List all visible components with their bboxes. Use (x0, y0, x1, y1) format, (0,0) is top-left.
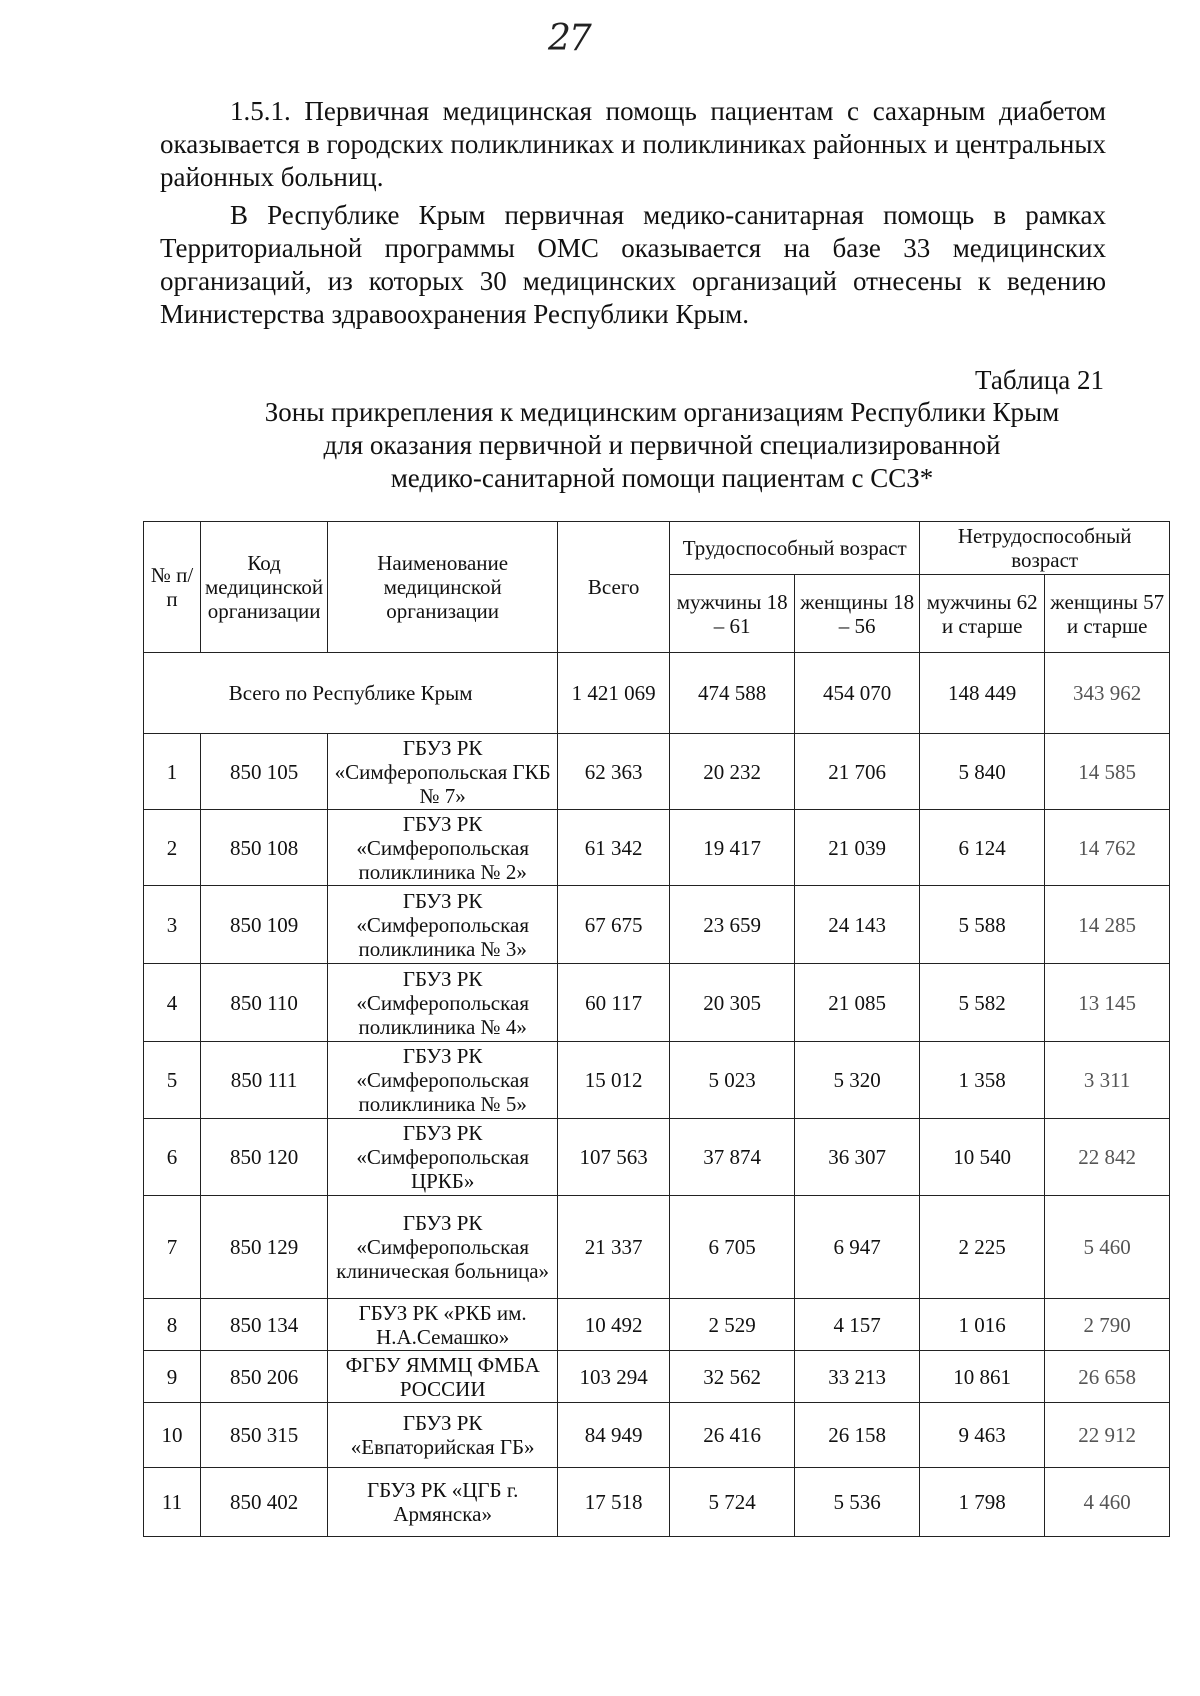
row-men-nonworking: 10 861 (920, 1351, 1045, 1403)
row-total: 60 117 (558, 964, 670, 1042)
row-code: 850 129 (201, 1196, 328, 1299)
row-men-working: 20 305 (670, 964, 795, 1042)
row-org-name: ГБУЗ РК «Симферопольская поликлиника № 3» (328, 886, 558, 964)
table-row (144, 1468, 1170, 1537)
table-row (144, 1351, 1170, 1403)
header-name: Наименование медицинской организации (328, 522, 558, 653)
row-women-nonworking: 3 311 (1045, 1042, 1170, 1119)
row-men-working: 5 023 (670, 1042, 795, 1119)
row-code: 850 206 (201, 1351, 328, 1403)
row-women-working: 21 706 (795, 734, 920, 810)
row-women-nonworking: 4 460 (1045, 1468, 1170, 1537)
row-total: 62 363 (558, 734, 670, 810)
row-org-name: ГБУЗ РК «Симферопольская клиническая больница» (328, 1196, 558, 1299)
row-women-nonworking: 14 285 (1045, 886, 1170, 964)
row-number: 4 (144, 964, 201, 1042)
row-code: 850 134 (201, 1299, 328, 1351)
table-title-line: медико-санитарной помощи пациентам с ССЗ* (390, 463, 934, 493)
row-number: 1 (144, 734, 201, 810)
row-number: 5 (144, 1042, 201, 1119)
table-title-line: Зоны прикрепления к медицинским организациям Республики Крым (264, 397, 1060, 427)
row-men-nonworking: 5 582 (920, 964, 1045, 1042)
row-total: 61 342 (558, 810, 670, 886)
totals-women-working: 454 070 (795, 653, 920, 734)
header-men-working: мужчины 18 – 61 (670, 575, 795, 653)
header-working-age: Трудоспособный возраст (670, 522, 920, 575)
row-women-nonworking: 5 460 (1045, 1196, 1170, 1299)
table-row (144, 1042, 1170, 1119)
row-men-working: 26 416 (670, 1403, 795, 1468)
row-men-working: 32 562 (670, 1351, 795, 1403)
row-women-working: 21 039 (795, 810, 920, 886)
row-men-working: 5 724 (670, 1468, 795, 1537)
row-number: 10 (144, 1403, 201, 1468)
row-women-working: 33 213 (795, 1351, 920, 1403)
row-code: 850 315 (201, 1403, 328, 1468)
row-org-name: ГБУЗ РК «Симферопольская поликлиника № 2» (328, 810, 558, 886)
row-women-nonworking: 13 145 (1045, 964, 1170, 1042)
row-men-nonworking: 9 463 (920, 1403, 1045, 1468)
row-total: 67 675 (558, 886, 670, 964)
row-total: 21 337 (558, 1196, 670, 1299)
table-title (160, 396, 1164, 495)
row-women-working: 6 947 (795, 1196, 920, 1299)
row-number: 8 (144, 1299, 201, 1351)
row-women-nonworking: 2 790 (1045, 1299, 1170, 1351)
header-women-nonworking: женщины 57 и старше (1045, 575, 1170, 653)
row-code: 850 111 (201, 1042, 328, 1119)
row-men-nonworking: 2 225 (920, 1196, 1045, 1299)
row-org-name: ГБУЗ РК «Евпаторийская ГБ» (328, 1403, 558, 1468)
row-women-working: 5 536 (795, 1468, 920, 1537)
row-women-working: 26 158 (795, 1403, 920, 1468)
header-num: № п/п (144, 522, 201, 653)
header-code: Код медицинской организации (201, 522, 328, 653)
row-number: 11 (144, 1468, 201, 1537)
row-men-working: 19 417 (670, 810, 795, 886)
row-men-nonworking: 1 358 (920, 1042, 1045, 1119)
table-title-line: для оказания первичной и первичной специализированной (323, 430, 1001, 460)
row-women-working: 4 157 (795, 1299, 920, 1351)
row-code: 850 110 (201, 964, 328, 1042)
row-total: 84 949 (558, 1403, 670, 1468)
totals-label: Всего по Республике Крым (144, 653, 558, 734)
table-header (144, 522, 1170, 653)
table-row (144, 734, 1170, 810)
row-org-name: ГБУЗ РК «Симферопольская ГКБ № 7» (328, 734, 558, 810)
row-men-nonworking: 1 016 (920, 1299, 1045, 1351)
totals-row (144, 653, 1170, 734)
row-men-nonworking: 6 124 (920, 810, 1045, 886)
row-men-working: 23 659 (670, 886, 795, 964)
row-code: 850 120 (201, 1119, 328, 1196)
paragraph-crimea-organizations: В Республике Крым первичная медико-санитарная помощь в рамках Территориальной программы ОМС оказывается на базе 33 медицинских организаций, из которых 30 медицинских организаций отнесены к ведению Министерства здравоохранения Республики Крым. (160, 200, 1106, 329)
row-total: 15 012 (558, 1042, 670, 1119)
table-row (144, 1403, 1170, 1468)
totals-men-nonworking: 148 449 (920, 653, 1045, 734)
row-women-working: 24 143 (795, 886, 920, 964)
row-number: 7 (144, 1196, 201, 1299)
row-code: 850 105 (201, 734, 328, 810)
row-total: 103 294 (558, 1351, 670, 1403)
row-men-nonworking: 10 540 (920, 1119, 1045, 1196)
row-org-name: ГБУЗ РК «Симферопольская ЦРКБ» (328, 1119, 558, 1196)
row-total: 17 518 (558, 1468, 670, 1537)
totals-total: 1 421 069 (558, 653, 670, 734)
header-men-nonworking: мужчины 62 и старше (920, 575, 1045, 653)
row-women-nonworking: 22 842 (1045, 1119, 1170, 1196)
header-nonworking-age: Нетрудоспособный возраст (920, 522, 1170, 575)
row-code: 850 109 (201, 886, 328, 964)
row-code: 850 108 (201, 810, 328, 886)
header-total: Всего (558, 522, 670, 653)
row-men-working: 6 705 (670, 1196, 795, 1299)
row-org-name: ГБУЗ РК «ЦГБ г. Армянска» (328, 1468, 558, 1537)
row-number: 3 (144, 886, 201, 964)
header-women-working: женщины 18 – 56 (795, 575, 920, 653)
row-code: 850 402 (201, 1468, 328, 1537)
row-women-nonworking: 14 585 (1045, 734, 1170, 810)
page-number: 27 (548, 18, 590, 59)
table-row (144, 964, 1170, 1042)
table-row (144, 886, 1170, 964)
paragraph-primary-care: 1.5.1. Первичная медицинская помощь пациентам с сахарным диабетом оказывается в городских поликлиниках и поликлиниках районных и центральных районных больниц. (160, 96, 1106, 192)
row-women-nonworking: 22 912 (1045, 1403, 1170, 1468)
row-women-nonworking: 26 658 (1045, 1351, 1170, 1403)
row-number: 6 (144, 1119, 201, 1196)
row-women-nonworking: 14 762 (1045, 810, 1170, 886)
row-org-name: ГБУЗ РК «Симферопольская поликлиника № 5» (328, 1042, 558, 1119)
table-row (144, 1196, 1170, 1299)
row-org-name: ФГБУ ЯММЦ ФМБА РОССИИ (328, 1351, 558, 1403)
row-men-working: 20 232 (670, 734, 795, 810)
table-label: Таблица 21 (975, 365, 1104, 395)
attachment-zones-table (143, 521, 1170, 1537)
row-org-name: ГБУЗ РК «Симферопольская поликлиника № 4» (328, 964, 558, 1042)
row-men-nonworking: 1 798 (920, 1468, 1045, 1537)
row-men-nonworking: 5 588 (920, 886, 1045, 964)
row-women-working: 5 320 (795, 1042, 920, 1119)
row-men-working: 2 529 (670, 1299, 795, 1351)
table-row (144, 1299, 1170, 1351)
row-women-working: 21 085 (795, 964, 920, 1042)
row-women-working: 36 307 (795, 1119, 920, 1196)
row-men-nonworking: 5 840 (920, 734, 1045, 810)
totals-men-working: 474 588 (670, 653, 795, 734)
row-total: 107 563 (558, 1119, 670, 1196)
row-men-working: 37 874 (670, 1119, 795, 1196)
row-number: 2 (144, 810, 201, 886)
totals-women-nonworking: 343 962 (1045, 653, 1170, 734)
row-number: 9 (144, 1351, 201, 1403)
row-total: 10 492 (558, 1299, 670, 1351)
table-row (144, 810, 1170, 886)
row-org-name: ГБУЗ РК «РКБ им. Н.А.Семашко» (328, 1299, 558, 1351)
table-row (144, 1119, 1170, 1196)
